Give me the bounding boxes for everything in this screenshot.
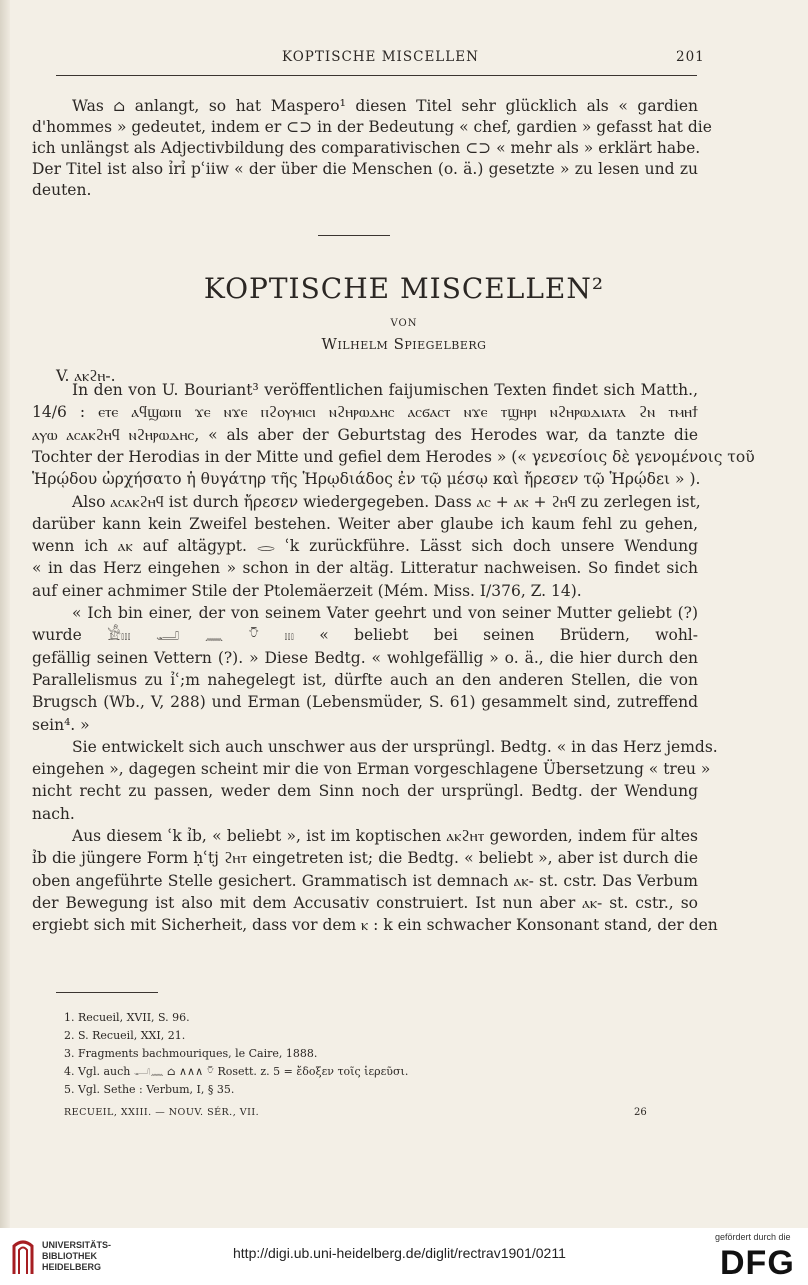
text-line: Tochter der Herodias in der Mitte und gefiel dem Herodes » (« γενεσίοις δὲ γενομένοις τοῦ xyxy=(32,447,755,466)
footnote: 2. S. Recueil, XXI, 21. xyxy=(64,1029,186,1042)
library-line: UNIVERSITÄTS- xyxy=(42,1240,112,1250)
text-line: darüber kann kein Zweifel bestehen. Weiter aber glaube ich kaum fehl zu gehen, xyxy=(32,514,698,533)
article-title: KOPTISCHE MISCELLEN² xyxy=(203,272,605,305)
funder-caption: gefördert durch die xyxy=(715,1232,791,1242)
text-line: Sie entwickelt sich auch unschwer aus der ursprüngl. Bedtg. « in das Herz jemds. xyxy=(72,737,718,756)
running-head-title: KOPTISCHE MISCELLEN xyxy=(282,49,479,65)
library-line: HEIDELBERG xyxy=(42,1262,102,1272)
separator-rule xyxy=(318,235,390,236)
footnote: 3. Fragments bachmouriques, le Caire, 1888. xyxy=(64,1047,318,1060)
text-line: Aus diesem ʿk ỉb, « beliebt », ist im koptischen ⲁⲕϩⲏⲧ geworden, indem für altes xyxy=(72,827,698,845)
page-edge-shadow xyxy=(0,0,10,1228)
intro-line: d'hommes » gedeutet, indem er ⊂⊃ in der Bedeutung « chef, gardien » gefasst hat die xyxy=(32,118,712,136)
text-line: Ἡρῴδου ὠρχήσατο ἡ θυγάτηρ τῆς Ἡρῳδιάδος ἐν τῷ μέσῳ καὶ ἤρεσεν τῷ Ἡρῴδει » ). xyxy=(32,470,701,489)
article-by: VON xyxy=(390,318,418,329)
text-line: Brugsch (Wb., V, 288) und Erman (Lebensmüder, S. 61) gesammelt sind, zutreffend xyxy=(32,693,698,712)
page-number: 201 xyxy=(676,49,705,65)
text-line: ỉb die jüngere Form ḥʿtj ϩⲏⲧ eingetreten ist; die Bedtg. « beliebt », aber ist durch die xyxy=(32,849,698,868)
signature-right: 26 xyxy=(634,1107,647,1118)
text-line: der Bewegung ist also mit dem Accusativ construiert. Ist nun aber ⲁⲕ- st. cstr., so xyxy=(32,893,698,912)
text-line: Parallelismus zu ỉʿ;m nahegelegt ist, dürfte auch an den anderen Stellen, die von xyxy=(32,670,698,689)
footnote: 4. Vgl. auch 𓂝𓈖 ⌂ ∧∧∧ 𓄣 Rosett. z. 5 = ἔδοξεν τοῖς ἱερεῦσι. xyxy=(64,1065,409,1078)
signature-left: RECUEIL, XXIII. — NOUV. SÉR., VII. xyxy=(64,1107,260,1118)
library-line: BIBLIOTHEK xyxy=(42,1251,97,1261)
text-line: sein⁴. » xyxy=(32,715,90,734)
text-line: 14/6 : ⲉⲧⲉ ⲁϥϣⲱⲡⲓ ϫⲉ ⲛϫⲉ ⲡϩⲟⲩⲙⲓⲥⲓ ⲛϩⲏⲣⲱⲇⲏⲥ ⲁⲥϭⲁⲥⲧ ⲛϫⲉ ⲧϣⲏⲣⲓ ⲛϩⲏⲣⲱⲇⲓⲁⲧⲁ ϩⲛ ⲧⲙⲏϯ xyxy=(32,403,698,422)
text-line: ⲁⲩⲱ ⲁⲥⲁⲕϩⲏϥ ⲛϩⲏⲣⲱⲇⲏⲥ, « als aber der Geburtstag des Herodes war, da tanzte die xyxy=(32,425,698,444)
text-line: auf einer achmimer Stile der Ptolemäerzeit (Mém. Miss. I/376, Z. 14). xyxy=(32,581,582,600)
section-heading: V. ⲁⲕϩⲏ-. xyxy=(56,367,116,385)
text-line: wurde 𓀀𓏤𓏤𓏤 𓂝 𓈖 𓄣 𓏤𓏤𓏤 « beliebt bei seinen Brüdern, wohl- xyxy=(32,626,698,645)
text-line: nach. xyxy=(32,804,75,823)
text-line: wenn ich ⲁⲕ auf altägypt. 𓂋 ʿk zurückführe. Lässt sich doch unsere Wendung xyxy=(32,537,698,556)
text-line: eingehen », dagegen scheint mir die von Erman vorgeschlagene Übersetzung « treu » xyxy=(32,760,711,779)
footnote-rule xyxy=(56,992,158,993)
permalink[interactable]: http://digi.ub.uni-heidelberg.de/diglit/rectrav1901/0211 xyxy=(233,1245,566,1261)
intro-line: ich unlängst als Adjectivbildung des comparativischen ⊂⊃ « mehr als » erklärt habe. xyxy=(32,139,701,157)
footnote: 5. Vgl. Sethe : Verbum, I, § 35. xyxy=(64,1083,235,1096)
text-line: « in das Herz eingehen » schon in der altäg. Litteratur nachweisen. So findet sich xyxy=(32,559,698,578)
intro-line: Der Titel ist also ỉrỉ pʿiiw « der über die Menschen (o. ä.) gesetzte » zu lesen und zu xyxy=(32,160,698,178)
library-logo-icon xyxy=(10,1236,36,1276)
text-line: « Ich bin einer, der von seinem Vater geehrt und von seiner Mutter geliebt (?) xyxy=(72,604,698,622)
intro-line: deuten. xyxy=(32,181,92,199)
library-name xyxy=(42,1240,111,1273)
text-line: ergiebt sich mit Sicherheit, dass vor dem ⲕ : k ein schwacher Konsonant stand, der den xyxy=(32,916,718,935)
text-line: oben angeführte Stelle gesichert. Grammatisch ist demnach ⲁⲕ- st. cstr. Das Verbum xyxy=(32,871,698,890)
funder-logo: DFG xyxy=(720,1244,795,1282)
text-line: In den von U. Bouriant³ veröffentlichen faijumischen Texten findet sich Matth., xyxy=(72,381,698,399)
text-line: Also ⲁⲥⲁⲕϩⲏϥ ist durch ἤρεσεν wiedergegeben. Dass ⲁⲥ + ⲁⲕ + ϩⲏϥ zu zerlegen ist, xyxy=(72,492,701,511)
footer-bar xyxy=(0,1228,808,1285)
text-line: nicht recht zu passen, weder dem Sinn noch der ursprüngl. Bedtg. der Wendung xyxy=(32,782,698,801)
article-author: Wilhelm Spiegelberg xyxy=(321,335,487,353)
footnote: 1. Recueil, XVII, S. 96. xyxy=(64,1011,190,1024)
header-rule xyxy=(56,75,697,76)
intro-line: Was ⌂ anlangt, so hat Maspero¹ diesen Titel sehr glücklich als « gardien xyxy=(72,97,698,115)
text-line: gefällig seinen Vettern (?). » Diese Bedtg. « wohlgefällig » o. ä., die hier durch den xyxy=(32,648,698,667)
